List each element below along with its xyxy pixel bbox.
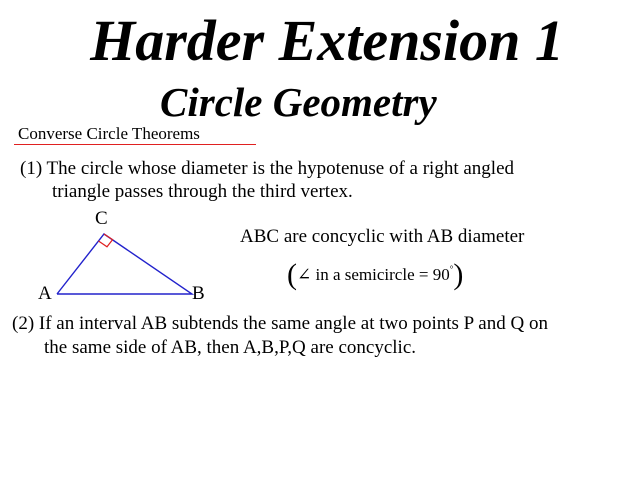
right-angle-marker (99, 234, 113, 247)
reason-open-paren: ( (287, 258, 297, 291)
vertex-label-c: C (95, 208, 108, 229)
degree-symbol: ° (449, 264, 454, 274)
angle-symbol: ∠ (297, 265, 312, 284)
theorem-2-line-1: (2) If an interval AB subtends the same angle at two points P and Q on (12, 313, 548, 334)
slide-subtitle: Circle Geometry (160, 79, 437, 125)
section-heading: Converse Circle Theorems (18, 124, 200, 143)
theorem-reason (287, 254, 463, 290)
theorem-2-line-2: the same side of AB, then A,B,P,Q are concyclic. (44, 337, 417, 358)
vertex-label-b: B (192, 283, 205, 304)
reason-close-paren: ) (453, 258, 464, 291)
theorem-1-line-2: triangle passes through the third vertex. (52, 181, 353, 202)
reason-text: in a semicircle = 90 (311, 265, 450, 284)
concyclic-statement: ABC are concyclic with AB diameter (240, 226, 525, 247)
triangle-sides (57, 234, 192, 294)
slide-title: Harder Extension 1 (90, 8, 564, 73)
vertex-label-a: A (38, 283, 52, 304)
theorem-1-line-1: (1) The circle whose diameter is the hypotenuse of a right angled (20, 158, 515, 179)
